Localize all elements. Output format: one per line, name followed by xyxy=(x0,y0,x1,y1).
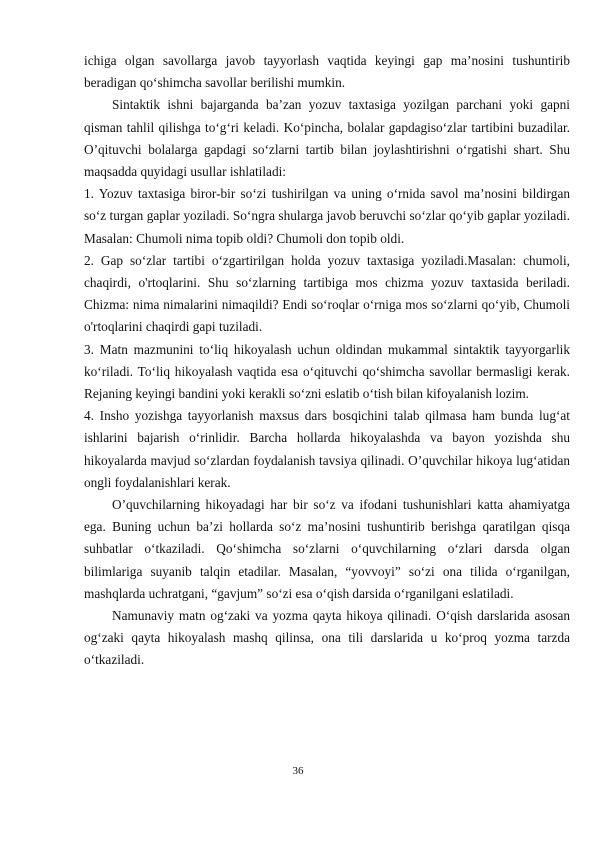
list-item-3: 3. Matn mazmunini to‘liq hikoyalash uchun oldindan mukammal sintaktik tayyorgarlik ko‘riladi. To‘liq hikoyalash vaqtida esa o‘qituvchi qo‘shimcha savollar bermasligi kerak. Rejaning keyingi bandini yoki kerakli so‘zni eslatib o‘tish bilan kifoyalanish lozim. xyxy=(84,341,570,402)
paragraph-syntactic-work: Sintaktik ishni bajarganda ba’zan yozuv taxtasiga yozilgan parchani yoki gapni qisman tahlil qilishga to‘g‘ri keladi. Ko‘pincha, bolalar gapdagiso‘zlar tartibini buzadilar. O’qituvchi bolalarga gapdagi so‘zlarni tartib bilan joylashtirishni o‘rgatishi shart. Shu maqsadda quyidagi usullar ishlatiladi: xyxy=(84,97,570,180)
list-item-1: 1. Yozuv taxtasiga biror-bir so‘zi tushirilgan va uning o‘rnida savol ma’nosini bildirgan so‘z turgan gaplar yoziladi. So‘ngra shularga javob beruvchi so‘zlar qo‘yib gaplar yoziladi. Masalan: Chumoli nima topib oldi? Chumoli don topib oldi. xyxy=(84,186,570,246)
list-item-4: 4. Insho yozishga tayyorlanish maxsus dars bosqichini talab qilmasa ham bunda lug‘at ishlarini bajarish o‘rinlidir. Barcha hollarda hikoyalashda va bayon yozishda shu hikoyalarda mavjud so‘zlardan foydalanish tavsiya qilinadi. O’quvchilar hikoya lug‘atidan ongli foydalanishlari kerak. xyxy=(84,408,570,490)
list-item-2: 2. Gap so‘zlar tartibi o‘zgartirilgan holda yozuv taxtasiga yoziladi.Masalan: chumoli, chaqirdi, o'rtoqlarini. Shu so‘zlarning tartibiga mos chizma yozuv taxtasida beriladi. Chizma: nima nimalarini nimaqildi? Endi so‘roqlar o‘rniga mos so‘zlarni qo‘yib, Chumoli o'rtoqlarini chaqirdi gapi tuziladi. xyxy=(84,252,570,335)
document-body xyxy=(84,50,570,672)
paragraph-word-understanding: O’quvchilarning hikoyadagi har bir so‘z va ifodani tushunishlari katta ahamiyatga ega. Buning uchun ba’zi hollarda so‘z ma’nosini tushuntirib berishga qaratilgan qisqa suhbatlar o‘tkaziladi. Qo‘shimcha so‘zlarni o‘quvchilarning o‘zlari darsda olgan bilimlariga suyanib talqin etadilar. Masalan, “yovvoyi” so‘zi ona tilida o‘rganilgan, mashqlarda uchratgani, “gavjum” so‘zi esa o‘qish darsida o‘rganilgani eslatiladi. xyxy=(84,497,570,601)
paragraph-retelling: Namunaviy matn og‘zaki va yozma qayta hikoya qilinadi. O‘qish darslarida asosan og‘zaki qayta hikoyalash mashq qilinsa, ona tili darslarida u ko‘proq yozma tarzda o‘tkaziladi. xyxy=(84,608,570,668)
paragraph-continuation: ichiga olgan savollarga javob tayyorlash vaqtida keyingi gap ma’nosini tushuntirib beradigan qo‘shimcha savollar berilishi mumkin. xyxy=(84,53,570,91)
page-number: 36 xyxy=(292,765,304,777)
